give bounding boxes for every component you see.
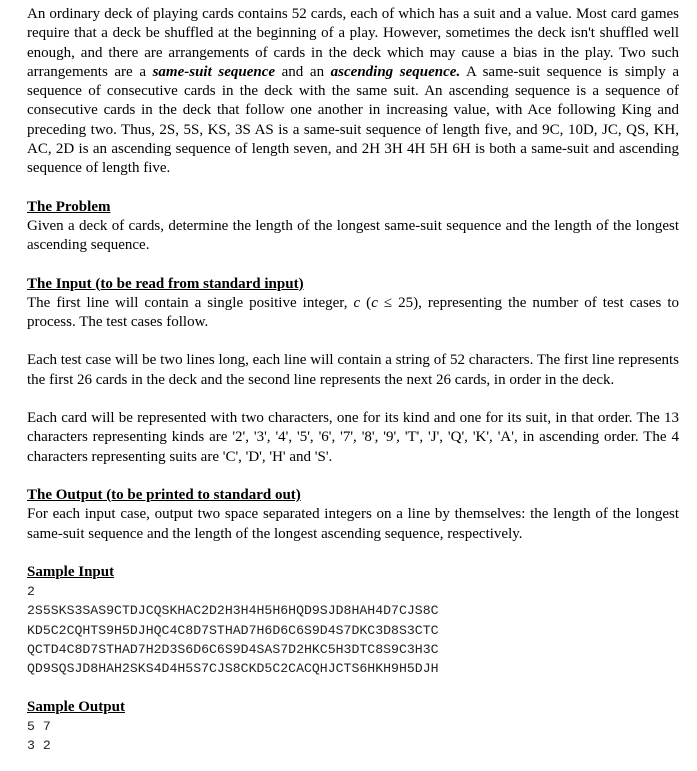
sample-input-line: QCTD4C8D7STHAD7H2D3S6D6C6S9D4SAS7D2HKC5H3DTC8S9C3H3C bbox=[27, 642, 439, 658]
sample-input-line: KD5C2CQHTS9H5DJHQC4C8D7STHAD7H6D6C6S9D4S7DKC3D8S3CTC bbox=[27, 622, 439, 638]
sample-output-line: 5 7 bbox=[27, 718, 51, 734]
term-same-suit-sequence: same-suit sequence bbox=[152, 63, 276, 80]
input-p1-text-c: ≤ 25), representing the number of test cases to process. The test cases follow. bbox=[27, 294, 679, 331]
input-p1-var: c bbox=[353, 294, 361, 311]
input-paragraph-3: Each card will be represented with two characters, one for its kind and one for its suit, in that order. The 13 characters representing kinds are '2', '3', '4', '5', '6', '7', '8', '9', 'T', 'J', 'Q', 'K', 'A', in ascending order. The 4 characters representing suits are 'C', 'D', 'H' and 'S'. bbox=[27, 410, 679, 465]
input-p1-cond-var: c bbox=[371, 294, 378, 311]
sample-output-heading: Sample Output bbox=[27, 698, 125, 715]
intro-text-2: and an bbox=[275, 63, 331, 80]
document-page bbox=[27, 5, 679, 756]
sample-input-line: 2S5SKS3SAS9CTDJCQSKHAC2D2H3H4H5H6HQD9SJD8HAH4D7CJS8C bbox=[27, 603, 439, 619]
output-heading: The Output (to be printed to standard out) bbox=[27, 486, 301, 503]
input-paragraph-2: Each test case will be two lines long, each line will contain a string of 52 characters. The first line represents the first 26 cards in the deck and the second line represents the next 26 cards, in order in the deck. bbox=[27, 352, 679, 388]
output-text: For each input case, output two space separated integers on a line by themselves: the length of the longest same-suit sequence and the length of the longest ascending sequence, respectively. bbox=[27, 506, 679, 542]
sample-input-heading: Sample Input bbox=[27, 563, 115, 580]
input-paragraph-1 bbox=[27, 294, 679, 333]
intro-paragraph bbox=[27, 5, 679, 179]
input-heading: The Input (to be read from standard input) bbox=[27, 275, 304, 292]
sample-input-line: 2 bbox=[27, 584, 35, 600]
input-p1-text-a: The first line will contain a single positive integer, bbox=[27, 294, 354, 311]
intro-text-1: An ordinary deck of playing cards contains 52 cards, each of which has a suit and a value. Most card games require that a deck be shuffled at the beginning of a play. However, sometimes the deck isn't shuffled well enough, and there are arrangements of cards in the deck which may cause a bias in the play. Two such arrangements are a bbox=[27, 6, 679, 80]
sample-output-line: 3 2 bbox=[27, 738, 51, 754]
problem-text: Given a deck of cards, determine the length of the longest same-suit sequence and the length of the longest ascending sequence. bbox=[27, 217, 679, 254]
sample-input-line: QD9SQSJD8HAH2SKS4D4H5S7CJS8CKD5C2CACQHJCTS6HKH9H5DJH bbox=[27, 661, 439, 677]
problem-heading: The Problem bbox=[27, 198, 111, 215]
intro-text-3: A same-suit sequence is simply a sequence of consecutive cards in the deck with the same suit. An ascending sequence is a sequence of consecutive cards in the deck that follow one another in increasing value, with Ace following King and preceding two. Thus, 2S, 5S, KS, 3S AS is a same-suit sequence of length five, and 9C, 10D, JC, QS, KH, AC, 2D is an ascending sequence of length seven, and 2H 3H 4H 5H 6H is both a same-suit and ascending sequence of length five. bbox=[27, 63, 679, 177]
input-p1-text-b: ( bbox=[360, 294, 372, 311]
term-ascending-sequence: ascending sequence. bbox=[330, 63, 461, 80]
